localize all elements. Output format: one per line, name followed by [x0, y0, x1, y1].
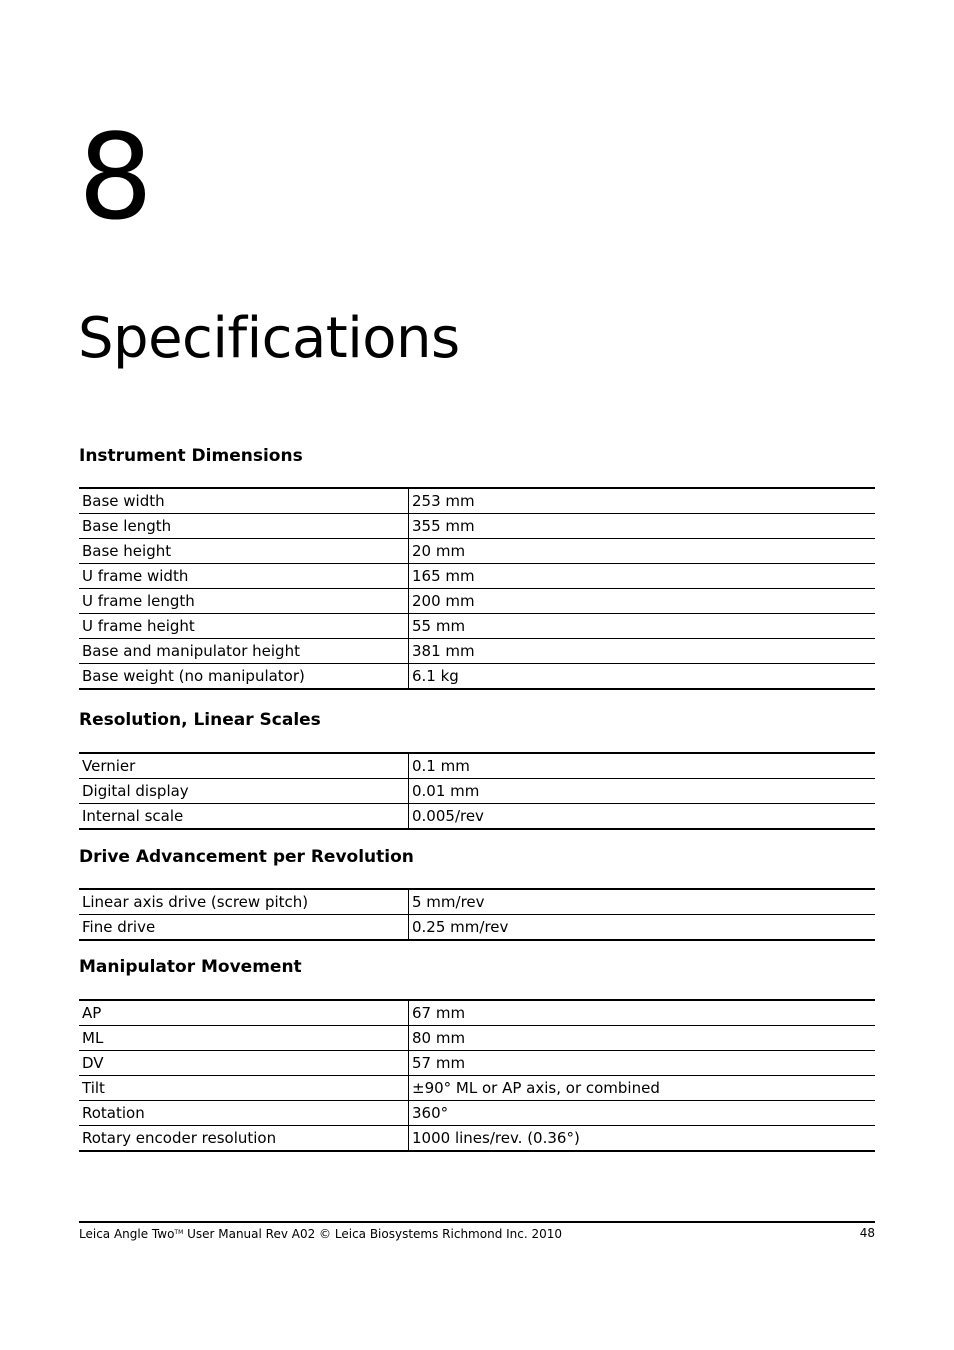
spec-label: U frame height [79, 614, 409, 639]
spec-label: Fine drive [79, 915, 409, 941]
table-row [79, 889, 875, 915]
spec-value: 55 mm [409, 614, 876, 639]
table-row [79, 639, 875, 664]
table-row [79, 1101, 875, 1126]
chapter-number: 8 [78, 108, 154, 246]
spec-label: Vernier [79, 753, 409, 779]
spec-label: Rotary encoder resolution [79, 1126, 409, 1152]
spec-label: Internal scale [79, 804, 409, 830]
spec-table-manipulator-movement [79, 999, 875, 1152]
table-row [79, 779, 875, 804]
section-heading: Resolution, Linear Scales [79, 710, 321, 730]
spec-value: ±90° ML or AP axis, or combined [409, 1076, 876, 1101]
spec-value: 5 mm/rev [409, 889, 876, 915]
spec-value: 0.25 mm/rev [412, 918, 509, 936]
section-resolution-linear-scales [79, 710, 875, 830]
footer-copyright [79, 1225, 562, 1242]
spec-value: 20 mm [409, 539, 876, 564]
table-row [79, 1026, 875, 1051]
spec-value: 0.01 mm [409, 779, 876, 804]
spec-label: U frame width [79, 564, 409, 589]
table-row [79, 514, 875, 539]
section-heading: Instrument Dimensions [79, 446, 303, 466]
spec-value: 57 mm [409, 1051, 876, 1076]
page-footer [79, 1221, 875, 1241]
spec-value: 253 mm [409, 488, 876, 514]
spec-label: Rotation [79, 1101, 409, 1126]
spec-value: 200 mm [409, 589, 876, 614]
table-row [79, 488, 875, 514]
table-row [79, 589, 875, 614]
table-row [79, 664, 875, 690]
spec-label: Tilt [79, 1076, 409, 1101]
spec-label: U frame length [79, 589, 409, 614]
table-row [79, 915, 875, 941]
spec-value: 381 mm [409, 639, 876, 664]
table-row [79, 804, 875, 830]
spec-value: 0.005/rev [412, 807, 484, 825]
spec-value: 355 mm [409, 514, 876, 539]
spec-table-instrument-dimensions [79, 487, 875, 690]
spec-label: ML [79, 1026, 409, 1051]
spec-value: 1000 lines/rev. (0.36°) [412, 1129, 580, 1147]
footer-rest: User Manual Rev A02 © Leica Biosystems Richmond Inc. 2010 [183, 1227, 563, 1241]
section-drive-advancement [79, 847, 875, 941]
footer-product: Leica Angle Two [79, 1227, 175, 1241]
table-row [79, 1051, 875, 1076]
spec-label: AP [79, 1000, 409, 1026]
spec-value: 0.1 mm [409, 753, 876, 779]
spec-label: Base weight (no manipulator) [79, 664, 409, 690]
table-row [79, 614, 875, 639]
spec-value: 360° [409, 1101, 876, 1126]
section-instrument-dimensions [79, 446, 875, 690]
spec-label: DV [79, 1051, 409, 1076]
table-row [79, 539, 875, 564]
spec-value: 6.1 kg [412, 667, 459, 685]
table-row [79, 1076, 875, 1101]
spec-label: Base height [79, 539, 409, 564]
spec-table-resolution [79, 752, 875, 830]
table-row [79, 1000, 875, 1026]
section-heading: Manipulator Movement [79, 957, 302, 977]
spec-label: Base and manipulator height [79, 639, 409, 664]
table-row [79, 564, 875, 589]
spec-label: Digital display [79, 779, 409, 804]
spec-table-drive-advancement [79, 888, 875, 941]
spec-label: Base width [79, 488, 409, 514]
spec-label: Base length [79, 514, 409, 539]
page-number: 48 [859, 1226, 875, 1240]
footer-trademark: TM [174, 1229, 184, 1236]
section-heading: Drive Advancement per Revolution [79, 847, 414, 867]
spec-label: Linear axis drive (screw pitch) [79, 889, 409, 915]
spec-value: 80 mm [409, 1026, 876, 1051]
section-manipulator-movement [79, 957, 875, 1152]
spec-value: 165 mm [409, 564, 876, 589]
spec-value: 67 mm [409, 1000, 876, 1026]
chapter-title: Specifications [78, 306, 460, 371]
table-row [79, 1126, 875, 1152]
table-row [79, 753, 875, 779]
